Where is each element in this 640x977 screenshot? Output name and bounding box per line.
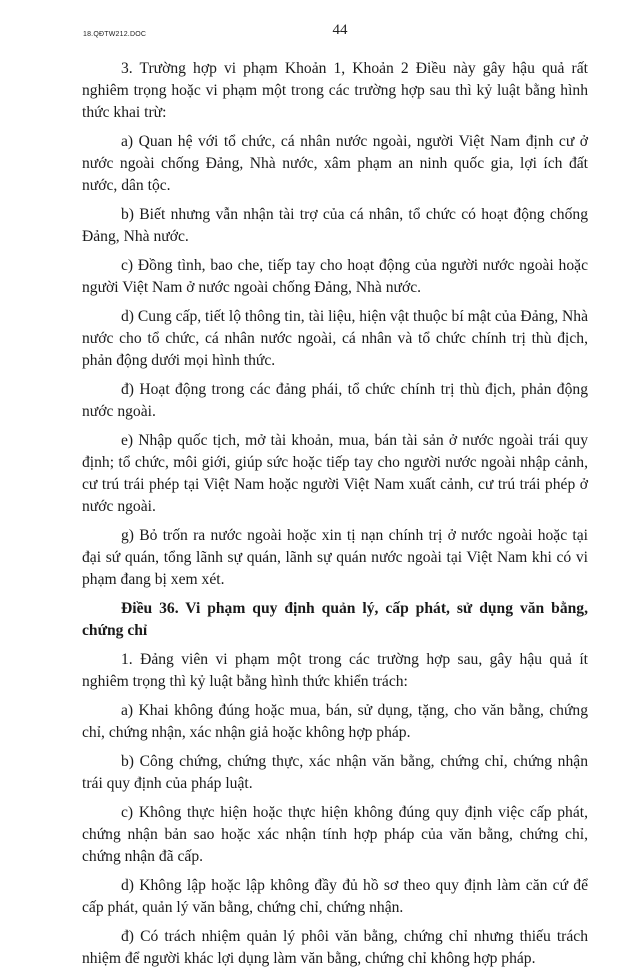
paragraph-item-c: c) Đồng tình, bao che, tiếp tay cho hoạt động của người nước ngoài hoặc người Việt Nam ở nước ngoài chống Đảng, Nhà nước. <box>82 257 588 296</box>
article-36-item-c: c) Không thực hiện hoặc thực hiện không đúng quy định việc cấp phát, chứng nhận bản sao hoặc xác nhận tính hợp pháp của văn bằng, chứng chỉ, chứng nhận đã cấp. <box>82 804 588 865</box>
paragraph-item-e: e) Nhập quốc tịch, mở tài khoản, mua, bán tài sản ở nước ngoài trái quy định; tổ chức, môi giới, giúp sức hoặc tiếp tay cho người nước ngoài nhập cảnh, cư trú trái phép tại Việt Nam hoặc người Việt Nam xuất cảnh, cư trú trái phép ở nước ngoài. <box>82 432 588 515</box>
paragraph-item-b: b) Biết nhưng vẫn nhận tài trợ của cá nhân, tổ chức có hoạt động chống Đảng, Nhà nước. <box>82 206 588 245</box>
article-36-item-a: a) Khai không đúng hoặc mua, bán, sử dụng, tặng, cho văn bằng, chứng chỉ, chứng nhận, xác nhận giả hoặc không hợp pháp. <box>82 702 588 741</box>
article-36-item-d: d) Không lập hoặc lập không đầy đủ hồ sơ theo quy định làm căn cứ để cấp phát, quản lý văn bằng, chứng chỉ, chứng nhận. <box>82 877 588 916</box>
paragraph-clause-3: 3. Trường hợp vi phạm Khoản 1, Khoản 2 Điều này gây hậu quả rất nghiêm trọng hoặc vi phạm một trong các trường hợp sau thì kỷ luật bằng hình thức khai trừ: <box>82 60 588 121</box>
article-36-heading: Điều 36. Vi phạm quy định quản lý, cấp phát, sử dụng văn bằng, chứng chỉ <box>82 600 588 639</box>
paragraph-item-g: g) Bỏ trốn ra nước ngoài hoặc xin tị nạn chính trị ở nước ngoài hoặc tại đại sứ quán, tổng lãnh sự quán, lãnh sự quán nước ngoài tại Việt Nam khi có vi phạm đang bị xem xét. <box>82 527 588 588</box>
paragraph-item-dd: đ) Hoạt động trong các đảng phái, tổ chức chính trị thù địch, phản động nước ngoài. <box>82 381 588 420</box>
file-reference: 18.QĐTW212.DOC <box>83 31 147 38</box>
document-body <box>82 58 588 977</box>
page-number: 44 <box>332 22 348 38</box>
paragraph-item-a: a) Quan hệ với tổ chức, cá nhân nước ngoài, người Việt Nam định cư ở nước ngoài chống Đảng, Nhà nước, xâm phạm an ninh quốc gia, lợi ích đất nước, dân tộc. <box>82 133 588 194</box>
article-36-item-b: b) Công chứng, chứng thực, xác nhận văn bằng, chứng chỉ, chứng nhận trái quy định của pháp luật. <box>82 753 588 792</box>
paragraph-item-d: d) Cung cấp, tiết lộ thông tin, tài liệu, hiện vật thuộc bí mật của Đảng, Nhà nước cho tổ chức, cá nhân nước ngoài, cá nhân và tổ chức chính trị thù địch, phản động dưới mọi hình thức. <box>82 308 588 369</box>
article-36-clause-1: 1. Đảng viên vi phạm một trong các trường hợp sau, gây hậu quả ít nghiêm trọng thì kỷ luật bằng hình thức khiển trách: <box>82 651 588 690</box>
article-36-item-dd: đ) Có trách nhiệm quản lý phôi văn bằng, chứng chỉ nhưng thiếu trách nhiệm để người khác lợi dụng làm văn bằng, chứng chỉ không hợp pháp. <box>82 928 588 967</box>
